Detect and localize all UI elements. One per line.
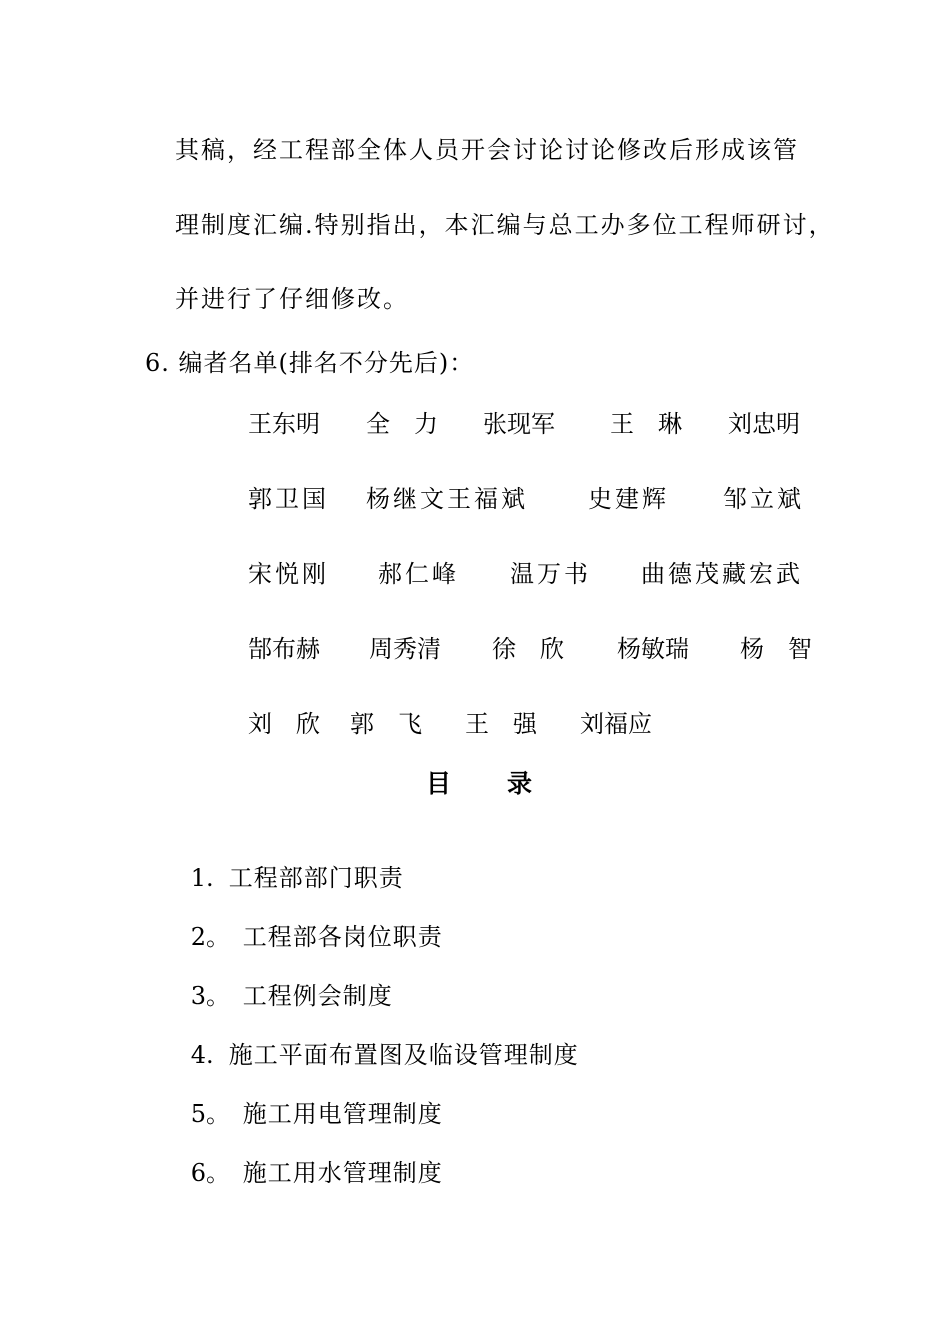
editor-name: 全 力	[366, 410, 438, 438]
editor-name: 王 强	[465, 710, 537, 738]
toc-item-number: 5。	[190, 1100, 231, 1128]
toc-item-number: 4.	[190, 1041, 214, 1069]
toc-item-number: 2。	[190, 923, 231, 951]
editor-name: 王东明	[248, 410, 320, 438]
editor-name: 曲德茂藏宏武	[641, 560, 803, 588]
editor-name: 郭卫国	[248, 485, 329, 513]
toc-item-number: 6。	[190, 1159, 231, 1187]
editor-name: 刘 欣	[248, 710, 320, 738]
toc-item-text: 施工用水管理制度	[242, 1159, 443, 1187]
editor-name: 刘福应	[580, 710, 652, 738]
paragraph-line-1: 其稿，经工程部全体人员开会讨论讨论修改后形成该管	[175, 136, 799, 164]
editor-name: 郭 飞	[350, 710, 422, 738]
editor-name: 郜布赫	[248, 635, 320, 663]
editor-name: 张现军	[483, 410, 555, 438]
editor-name: 史建辉	[588, 485, 669, 513]
editor-name: 杨敏瑞	[617, 635, 689, 663]
editor-name: 宋悦刚	[248, 560, 329, 588]
editor-name: 周秀清	[369, 635, 441, 663]
editor-name: 邹立斌	[723, 485, 804, 513]
editor-name: 杨继文王福斌	[366, 485, 528, 513]
toc-title: 目 录	[426, 769, 535, 798]
toc-item-number: 3。	[190, 982, 231, 1010]
toc-item-text: 工程部部门职责	[228, 864, 404, 892]
editor-name: 刘忠明	[728, 410, 800, 438]
paragraph-line-3: 并进行了仔细修改。	[175, 285, 409, 313]
paragraph-line-2: 理制度汇编.特别指出，本汇编与总工办多位工程师研讨，	[175, 211, 835, 239]
editor-name: 徐 欣	[492, 635, 564, 663]
editor-name: 温万书	[510, 560, 591, 588]
toc-item-text: 工程部各岗位职责	[242, 923, 443, 951]
editor-name: 王 琳	[610, 410, 682, 438]
toc-item-number: 1.	[190, 864, 214, 892]
toc-item-text: 施工用电管理制度	[242, 1100, 443, 1128]
editor-name: 郝仁峰	[378, 560, 459, 588]
toc-item	[145, 1128, 443, 1218]
toc-item-text: 施工平面布置图及临设管理制度	[228, 1041, 579, 1069]
editor-name: 杨 智	[740, 635, 812, 663]
section-6-heading: 6. 编者名单(排名不分先后)：	[145, 349, 475, 377]
toc-item-text: 工程例会制度	[242, 982, 393, 1010]
